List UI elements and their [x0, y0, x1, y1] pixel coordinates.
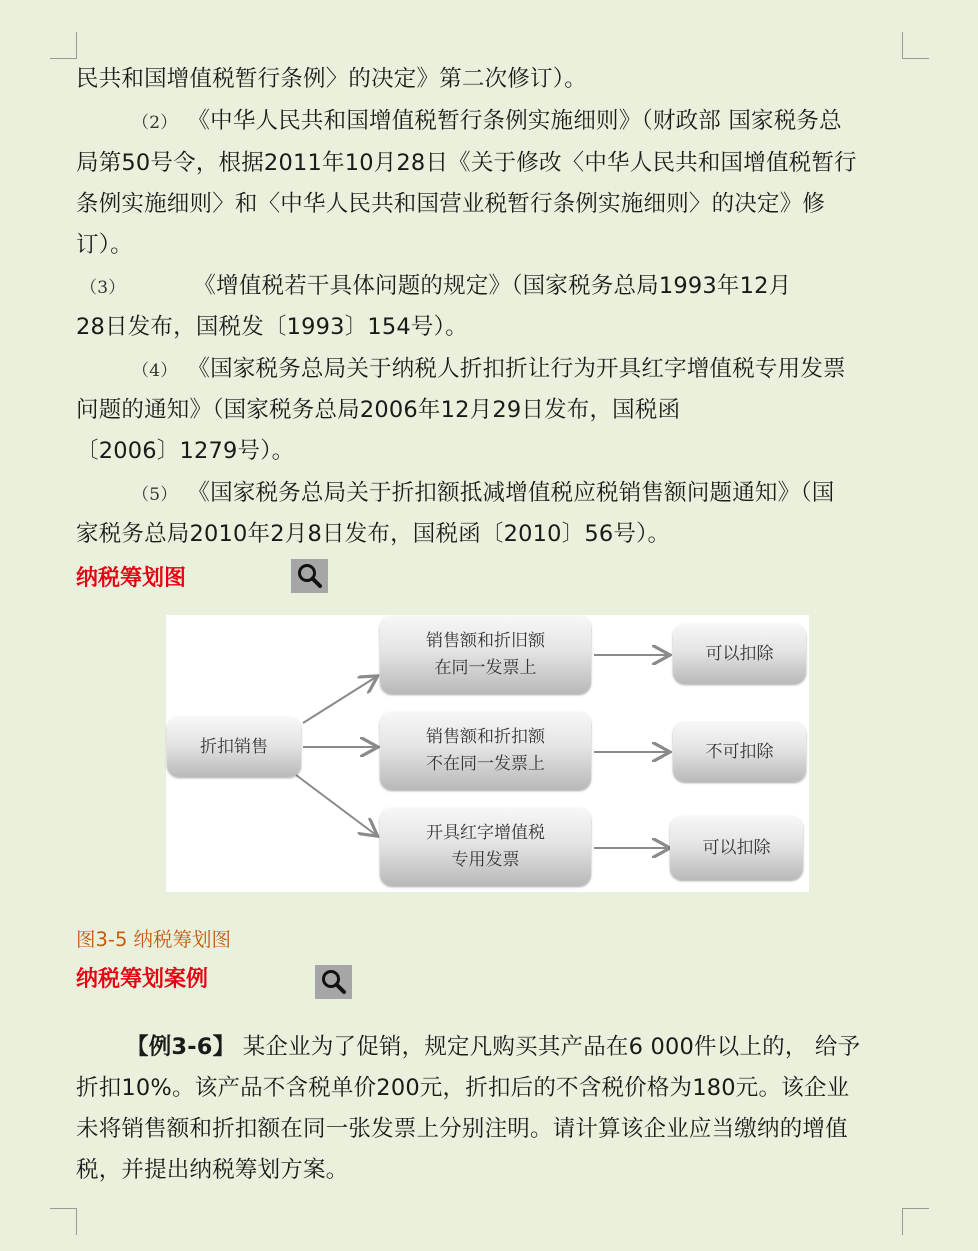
tax-planning-diagram: [166, 615, 809, 892]
body-line: （2） 《中华人民共和国增值税暂行条例实施细则》（财政部 国家税务总: [132, 108, 842, 134]
body-line: 〔2006〕1279号）。: [76, 438, 295, 464]
example-line: 税，并提出纳税筹划方案。: [76, 1157, 349, 1183]
section-heading: 纳税筹划案例: [76, 967, 209, 992]
diagram-branch-node: 销售额和折旧额 在同一发票上: [380, 616, 591, 694]
body-line: （5） 《国家税务总局关于折扣额抵减增值税应税销售额问题通知》（国: [132, 480, 835, 506]
diagram-result-node: 不可扣除: [673, 722, 806, 782]
crop-mark-top-right: [902, 32, 929, 59]
diagram-branch-node: 开具红字增值税 专用发票: [380, 808, 591, 886]
diagram-branch-node: 销售额和折扣额 不在同一发票上: [380, 712, 591, 790]
example-line: 折扣10%。该产品不含税单价200元，折扣后的不含税价格为180元。该企业: [76, 1075, 850, 1101]
body-line: 订）。: [76, 232, 133, 258]
body-line: 家税务总局2010年2月8日发布，国税函〔2010〕56号）。: [76, 521, 671, 547]
body-line: 28日发布，国税发〔1993〕154号）。: [76, 314, 468, 340]
item-number: （2）: [132, 113, 178, 133]
search-button[interactable]: [315, 965, 352, 999]
body-line: （4） 《国家税务总局关于纳税人折扣折让行为开具红字增值税专用发票: [132, 356, 846, 382]
arrow-root-to-branch-3: [296, 775, 376, 835]
search-button[interactable]: [291, 559, 328, 593]
diagram-root-node: 折扣销售: [167, 717, 301, 777]
example-line: 未将销售额和折扣额在同一张发票上分别注明。请计算该企业应当缴纳的增值: [76, 1116, 848, 1142]
item-number: （3）: [80, 278, 126, 298]
body-line: 问题的通知》（国家税务总局2006年12月29日发布，国税函: [76, 397, 681, 423]
example-line: 【例3-6】 某企业为了促销，规定凡购买其产品在6 000件以上的， 给予: [126, 1034, 861, 1060]
crop-mark-bottom-right: [902, 1208, 929, 1235]
crop-mark-bottom-left: [50, 1208, 77, 1235]
search-icon: [296, 562, 324, 590]
item-number: （4）: [132, 361, 178, 381]
diagram-result-node: 可以扣除: [670, 816, 803, 880]
section-heading: 纳税筹划图: [76, 566, 187, 591]
figure-caption: 图3-5 纳税筹划图: [76, 928, 232, 951]
crop-mark-top-left: [50, 32, 77, 59]
body-line: （3） 《增值税若干具体问题的规定》（国家税务总局1993年12月: [80, 273, 792, 299]
body-line: 民共和国增值税暂行条例〉的决定》第二次修订）。: [76, 66, 587, 92]
search-icon: [320, 968, 348, 996]
arrow-root-to-branch-1: [303, 677, 376, 723]
diagram-result-node: 可以扣除: [673, 624, 806, 684]
body-line: 条例实施细则〉和〈中华人民共和国营业税暂行条例实施细则〉的决定》修: [76, 191, 826, 217]
example-label: 【例3-6】: [126, 1034, 236, 1060]
item-number: （5）: [132, 485, 178, 505]
body-line: 局第50号令，根据2011年10月28日《关于修改〈中华人民共和国增值税暂行: [76, 150, 857, 176]
